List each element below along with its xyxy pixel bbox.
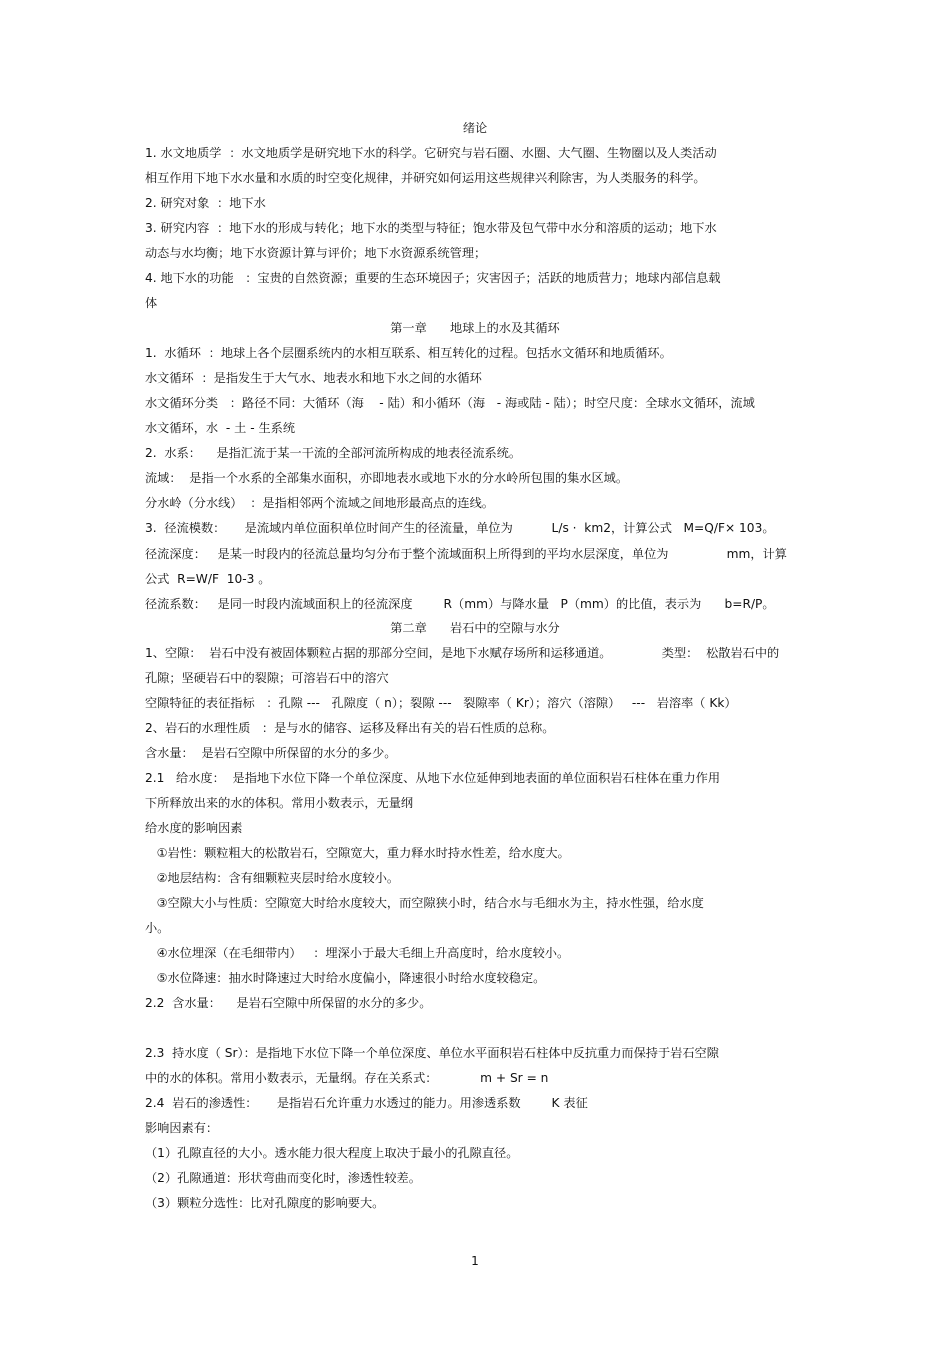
text-line: 水文循环分类 ：路径不同：大循环（海 - 陆）和小循环（海 - 海或陆 - 陆）；时空尺度：全球水文循环，流域 <box>145 396 755 410</box>
text-line: 流域： 是指一个水系的全部集水面积，亦即地表水或地下水的分水岭所包围的集水区域。 <box>145 471 629 485</box>
text-line: 中的水的体积。常用小数表示，无量纲。存在关系式： m + Sr = n <box>145 1071 549 1085</box>
text-line: 径流系数： 是同一时段内流域面积上的径流深度 R（mm）与降水量 P（mm）的比值，表示为 b=R/P。 <box>145 597 775 611</box>
text-line: 2. 研究对象 ：地下水 <box>145 196 266 210</box>
text-line: 公式 R=W/F 10-3 。 <box>145 572 271 586</box>
text-line: 2、岩石的水理性质 ：是与水的储容、运移及释出有关的岩石性质的总称。 <box>145 721 555 735</box>
text-line: 2.1 给水度： 是指地下水位下降一个单位深度、从地下水位延伸到地表面的单位面积岩石柱体在重力作用 <box>145 771 721 785</box>
text-line: （2）孔隙通道：形状弯曲而变化时，渗透性较差。 <box>145 1171 421 1185</box>
text-line: 水文循环，水 - 土 - 生系统 <box>145 421 296 435</box>
text-line: 相互作用下地下水水量和水质的时空变化规律，并研究如何运用这些规律兴利除害，为人类服务的科学。 <box>145 171 706 185</box>
text-line: 2.3 持水度（ Sr）：是指地下水位下降一个单位深度、单位水平面积岩石柱体中反抗重力而保持于岩石空隙 <box>145 1046 719 1060</box>
chapter-2-heading: 第二章 岩石中的空隙与水分 <box>390 621 560 635</box>
text-line: 2.2 含水量： 是岩石空隙中所保留的水分的多少。 <box>145 996 432 1010</box>
text-line: ⑤水位降速：抽水时降速过大时给水度偏小，降速很小时给水度较稳定。 <box>145 971 546 985</box>
text-line: 含水量： 是岩石空隙中所保留的水分的多少。 <box>145 746 397 760</box>
section-title-intro: 绪论 <box>462 121 488 135</box>
text-line: ③空隙大小与性质：空隙宽大时给水度较大，而空隙狭小时，结合水与毛细水为主，持水性强，给水度 <box>145 896 704 910</box>
text-line: 3. 径流模数： 是流域内单位面积单位时间产生的径流量，单位为 L/s · km2，计算公式 M=Q/F× 103。 <box>145 521 775 535</box>
text-line: 2. 水系： 是指汇流于某一干流的全部河流所构成的地表径流系统。 <box>145 446 522 460</box>
page-number: 1 <box>471 1254 479 1268</box>
text-line: 给水度的影响因素 <box>145 821 243 835</box>
text-line: 体 <box>145 296 158 310</box>
text-line: ④水位埋深（在毛细带内） ：埋深小于最大毛细上升高度时，给水度较小。 <box>145 946 570 960</box>
text-line: 径流深度： 是某一时段内的径流总量均匀分布于整个流域面积上所得到的平均水层深度，单位为 mm，计算 <box>145 547 787 561</box>
text-line: 1. 水文地质学 ：水文地质学是研究地下水的科学。它研究与岩石圈、水圈、大气圈、生物圈以及人类活动 <box>145 146 717 160</box>
text-line: 动态与水均衡；地下水资源计算与评价；地下水资源系统管理； <box>145 246 487 260</box>
text-line: 下所释放出来的水的体积。常用小数表示，无量纲 <box>145 796 414 810</box>
text-line: ①岩性：颗粒粗大的松散岩石，空隙宽大，重力释水时持水性差，给水度大。 <box>145 846 570 860</box>
text-line: 3. 研究内容 ：地下水的形成与转化；地下水的类型与特征；饱水带及包气带中水分和溶质的运动；地下水 <box>145 221 717 235</box>
text-line: 影响因素有： <box>145 1121 219 1135</box>
text-line: 小。 <box>145 921 170 935</box>
text-line: （1）孔隙直径的大小。透水能力很大程度上取决于最小的孔隙直径。 <box>145 1146 519 1160</box>
text-line: 空隙特征的表征指标 ：孔隙 --- 孔隙度（ n）；裂隙 --- 裂隙率（ Kr）；溶穴（溶隙） --- 岩溶率（ Kk） <box>145 696 737 710</box>
text-line: 1. 水循环 ：地球上各个层圈系统内的水相互联系、相互转化的过程。包括水文循环和地质循环。 <box>145 346 672 360</box>
text-line: 1、空隙： 岩石中没有被固体颗粒占据的那部分空间，是地下水赋存场所和运移通道。 类型： 松散岩石中的 <box>145 646 780 660</box>
text-line: （3）颗粒分选性：比对孔隙度的影响要大。 <box>145 1196 385 1210</box>
text-line: 4. 地下水的功能 ：宝贵的自然资源；重要的生态环境因子；灾害因子；活跃的地质营力；地球内部信息载 <box>145 271 721 285</box>
text-line: ②地层结构：含有细颗粒夹层时给水度较小。 <box>145 871 400 885</box>
text-line: 2.4 岩石的渗透性： 是指岩石允许重力水透过的能力。用渗透系数 K 表征 <box>145 1096 588 1110</box>
text-line: 孔隙；坚硬岩石中的裂隙；可溶岩石中的溶穴 <box>145 671 389 685</box>
text-line: 分水岭（分水线） ：是指相邻两个流域之间地形最高点的连线。 <box>145 496 494 510</box>
text-line: 水文循环 ：是指发生于大气水、地表水和地下水之间的水循环 <box>145 371 482 385</box>
chapter-1-heading: 第一章 地球上的水及其循环 <box>390 321 560 335</box>
